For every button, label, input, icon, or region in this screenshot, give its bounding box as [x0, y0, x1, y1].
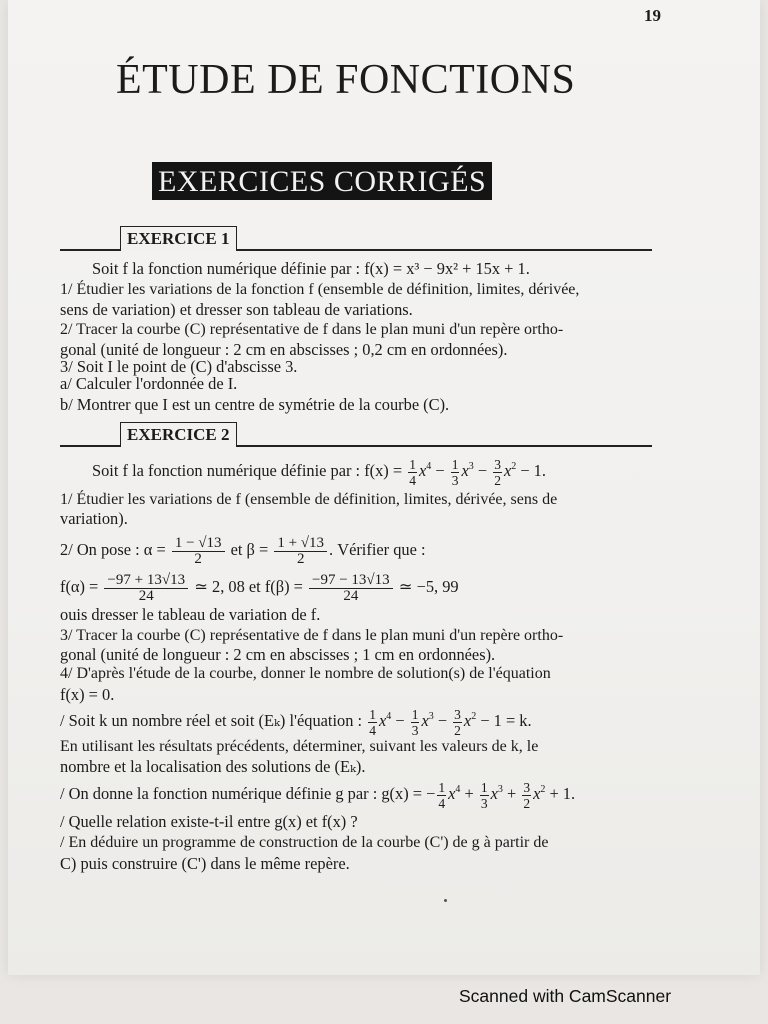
f-alpha-label: f(α) =	[60, 577, 99, 596]
frac-1-3: $\frac{1}{3}$	[451, 456, 459, 488]
ex2-q1: 1/ Étudier les variations de f (ensemble de définition, limites, dérivée, sens de	[60, 491, 558, 508]
exercise1-label: EXERCICE 1	[120, 226, 237, 251]
ex2-values	[60, 569, 459, 605]
section-banner: EXERCICES CORRIGÉS	[152, 162, 492, 200]
frac-1-4: $\frac{1}{4}$	[409, 456, 416, 488]
ex1-statement: Soit f la fonction numérique définie par : f(x) = x³ − 9x² + 15x + 1.	[92, 259, 530, 278]
ex2-q3-cont: gonal (unité de longueur : 2 cm en abscisses ; 1 cm en ordonnées).	[60, 645, 496, 664]
ex1-q1-cont: sens de variation) et dresser son tableau de variations.	[60, 300, 413, 319]
ink-speck	[444, 899, 447, 902]
ex2-statement-text: Soit f la fonction numérique définie par : f(x) =	[92, 461, 403, 480]
ex2-q4: 4/ D'après l'étude de la courbe, donner le nombre de solution(s) de l'équation	[60, 665, 551, 682]
ex2-q6-pre: / On donne la fonction numérique définie g par : g(x) = −	[60, 784, 436, 803]
ex1-q1: 1/ Étudier les variations de la fonction f (ensemble de définition, limites, dérivée,	[60, 281, 580, 298]
ex2-q8: / En déduire un programme de construction de la courbe (C') de g à partir de	[60, 834, 549, 851]
ex2-q2-mid: et β =	[230, 540, 269, 559]
ex2-q2-pre: 2/ On pose : α =	[60, 540, 166, 559]
beta-fraction: $\frac{1 + √13}{2}$	[274, 536, 327, 567]
ex2-q6-post: + 1.	[549, 784, 576, 803]
ex2-q2	[60, 532, 426, 568]
f-alpha-fraction: $\frac{-97 + 13√13}{24}$	[104, 573, 188, 604]
ex2-q5-post: − 1 = k.	[480, 711, 532, 730]
f-beta-approx: ≃ −5, 99	[398, 577, 459, 596]
ex2-q2-post: . Vérifier que :	[329, 540, 426, 559]
frac-3-2: $\frac{3}{2}$	[494, 456, 501, 488]
ex2-q7: / Quelle relation existe-t-il entre g(x) et f(x) ?	[60, 812, 358, 831]
f-beta-fraction: $\frac{-97 - 13√13}{24}$	[309, 573, 393, 604]
ex2-q5: / Soit k un nombre réel et soit (Eₖ) l'équation : $\frac{1}{4}$ $x^4$ − $\frac{1}{3}$ $x^3$ − $\frac{3}{2}$ $x^2 - 1 = k$.	[60, 706, 532, 738]
ex1-q3b: b/ Montrer que I est un centre de symétrie de la courbe (C).	[60, 395, 450, 414]
page-title: ÉTUDE DE FONCTIONS	[116, 57, 576, 103]
ex2-q4-cont: f(x) = 0.	[60, 685, 115, 704]
ex2-q6: / On donne la fonction numérique définie g par : g(x) = − $\frac{1}{4}$ $x^4$ + $\frac{1}{3}$ $x^3$ + $\frac{3}{2}$ $x^2 + 1$.	[60, 779, 576, 811]
ex1-q2: 2/ Tracer la courbe (C) représentative de f dans le plan muni d'un repère ortho-	[60, 321, 564, 338]
frac-1-3: $\frac{1}{3}$	[411, 706, 419, 738]
exercise2-label: EXERCICE 2	[120, 422, 237, 447]
ex2-q3: 3/ Tracer la courbe (C) représentative de f dans le plan muni d'un repère ortho-	[60, 627, 564, 644]
f-alpha-approx: ≃ 2, 08 et f(β) =	[194, 577, 303, 596]
scanned-page	[8, 0, 760, 975]
ex2-q5-cont2: nombre et la localisation des solutions de (Eₖ).	[60, 757, 366, 776]
ex2-statement: Soit f la fonction numérique définie par : f(x) = $\frac{1}{4}$ $x^4$ − $\frac{1}{3}$ $x^3$ − $\frac{3}{2}$ $x^2 - 1$.	[92, 456, 546, 488]
frac-1-4: $\frac{1}{4}$	[438, 779, 446, 811]
frac-3-2: $\frac{3}{2}$	[454, 706, 461, 738]
frac-1-3: $\frac{1}{3}$	[480, 779, 488, 811]
camscanner-watermark: Scanned with CamScanner	[459, 986, 672, 1006]
ex1-q3a: a/ Calculer l'ordonnée de I.	[60, 374, 238, 393]
ex2-q5-pre: / Soit k un nombre réel et soit (Eₖ) l'équation :	[60, 711, 363, 730]
ex1-q2-cont: gonal (unité de longueur : 2 cm en abscisses ; 0,2 cm en ordonnées).	[60, 340, 508, 359]
ex1-q3: 3/ Soit I le point de (C) d'abscisse 3.	[60, 357, 298, 376]
ex2-q8-cont: C) puis construire (C') dans le même repère.	[60, 854, 350, 873]
page-number: 19	[644, 6, 661, 25]
ex2-q5-cont1: En utilisant les résultats précédents, déterminer, suivant les valeurs de k, le	[60, 738, 539, 755]
frac-1-4: $\frac{1}{4}$	[369, 706, 376, 738]
ex2-q1-cont: variation).	[60, 509, 128, 528]
frac-3-2: $\frac{3}{2}$	[523, 779, 531, 811]
alpha-fraction: $\frac{1 - √13}{2}$	[172, 536, 225, 567]
ex2-q2-cont: ouis dresser le tableau de variation de f.	[60, 605, 321, 624]
